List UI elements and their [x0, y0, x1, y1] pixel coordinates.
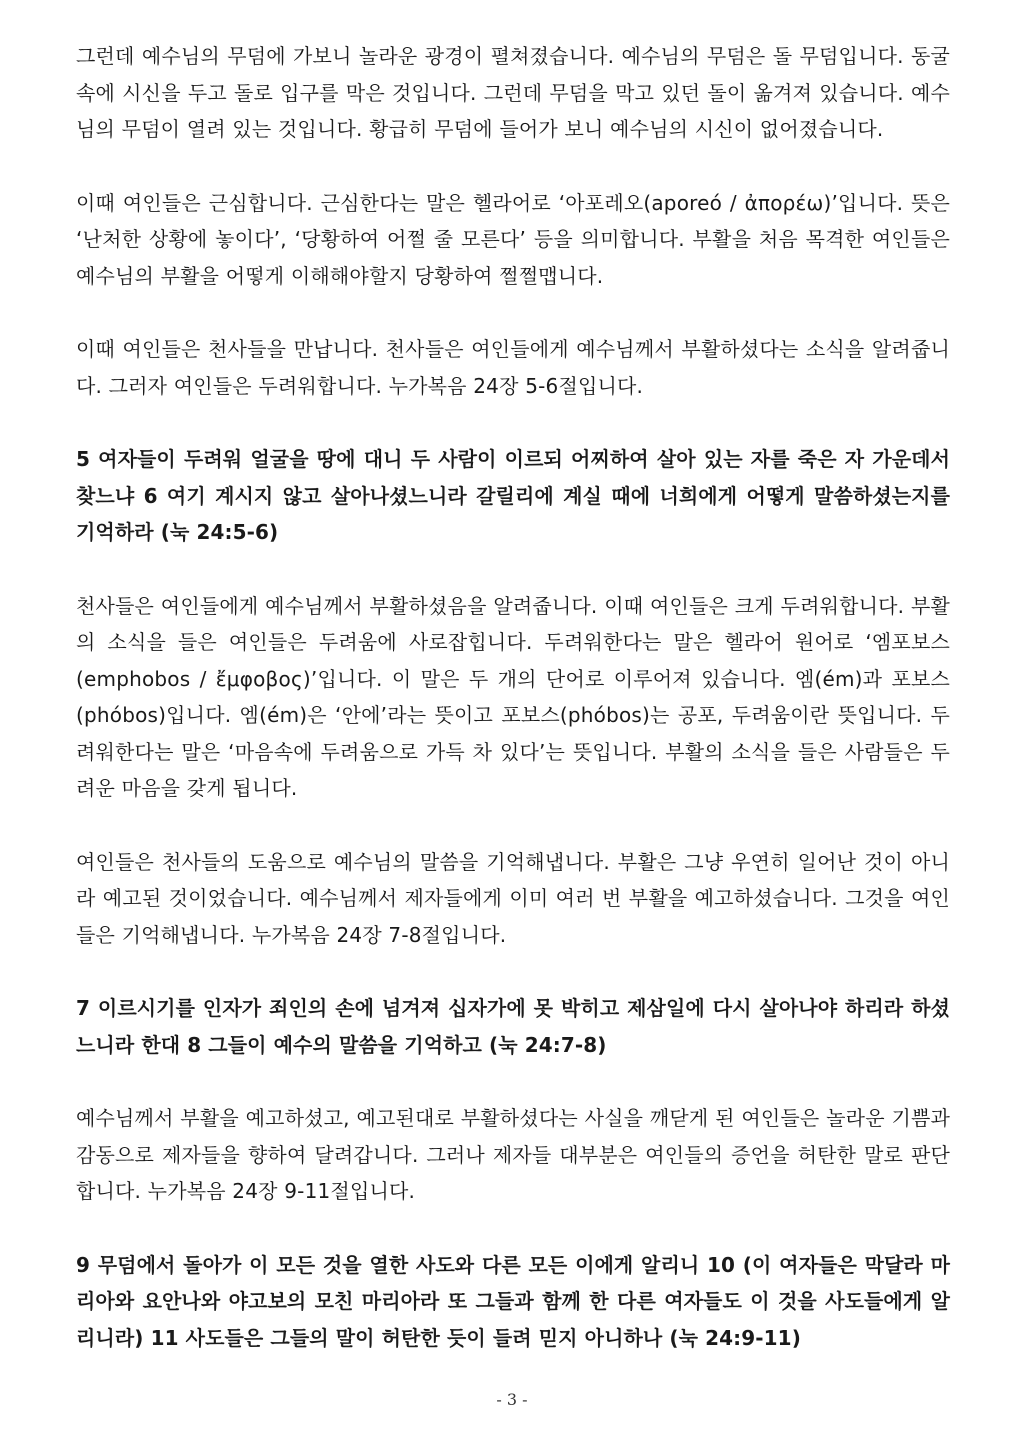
- paragraph-women-perplexed: 이때 여인들은 근심합니다. 근심한다는 말은 헬라어로 ‘아포레오(aporeó / ἀπορέω)’입니다. 뜻은 ‘난처한 상황에 놓이다’, ‘당황하여 어쩔 줄 모른다’ 등을 의미합니다. 부활을 처음 목격한 여인들은 예수님의 부활을 어떻게 이해해야할지 당황하여 쩔쩔맵니다.: [76, 190, 950, 288]
- page-number: - 3 -: [496, 1390, 528, 1409]
- paragraph-disciples-doubt: 예수님께서 부활을 예고하셨고, 예고된대로 부활하셨다는 사실을 깨닫게 된 여인들은 놀라운 기쁨과 감동으로 제자들을 향하여 달려갑니다. 그러나 제자들 대부분은 여인들의 증언을 허탄한 말로 판단합니다. 누가복음 24장 9-11절입니다.: [76, 1106, 950, 1203]
- scripture-quote-luke-24-5-6: 5 여자들이 두려워 얼굴을 땅에 대니 두 사람이 이르되 어찌하여 살아 있는 자를 죽은 자 가운데서 찾느냐 6 여기 계시지 않고 살아나셨느니라 갈릴리에 계실 때에 너희에게 어떻게 말씀하셨는지를 기억하라 (눅 24:5-6): [76, 447, 950, 544]
- scripture-quote-luke-24-9-11: 9 무덤에서 돌아가 이 모든 것을 열한 사도와 다른 모든 이에게 알리니 10 (이 여자들은 막달라 마리아와 요안나와 야고보의 모친 마리아라 또 그들과 함께 한 다른 여자들도 이 것을 사도들에게 알리니라) 11 사도들은 그들의 말이 허탄한 듯이 들려 믿지 아니하나 (눅 24:9-11): [76, 1252, 950, 1350]
- paragraph-women-afraid: 천사들은 여인들에게 예수님께서 부활하셨음을 알려줍니다. 이때 여인들은 크게 두려워합니다. 부활의 소식을 들은 여인들은 두려움에 사로잡힙니다. 두려워한다는 말은 헬라어 원어로 ‘엠포보스(emphobos / ἔμφοβος)’입니다. 이 말은 두 개의 단어로 이루어져 있습니다. 엠(ém)과 포보스(phóbos)입니다. 엠(ém)은 ‘안에’라는 뜻이고 포보스(phóbos)는 공포, 두려움이란 뜻입니다. 두려워한다는 말은 ‘마음속에 두려움으로 가득 차 있다’는 뜻입니다. 부활의 소식을 들은 사람들은 두려운 마음을 갖게 됩니다.: [76, 593, 950, 800]
- document-page: [76, 38, 950, 1393]
- paragraph-women-remember: 여인들은 천사들의 도움으로 예수님의 말씀을 기억해냅니다. 부활은 그냥 우연히 일어난 것이 아니라 예고된 것이었습니다. 예수님께서 제자들에게 이미 여러 번 부활을 예고하셨습니다. 그것을 여인들은 기억해냅니다. 누가복음 24장 7-8절입니다.: [76, 849, 950, 947]
- paragraph-angels-announce: 이때 여인들은 천사들을 만납니다. 천사들은 여인들에게 예수님께서 부활하셨다는 소식을 알려줍니다. 그러자 여인들은 두려워합니다. 누가복음 24장 5-6절입니다.: [76, 337, 950, 398]
- paragraph-empty-tomb: 그런데 예수님의 무덤에 가보니 놀라운 광경이 펼쳐졌습니다. 예수님의 무덤은 돌 무덤입니다. 동굴 속에 시신을 두고 돌로 입구를 막은 것입니다. 그런데 무덤을 막고 있던 돌이 옮겨져 있습니다. 예수님의 무덤이 열려 있는 것입니다. 황급히 무덤에 들어가 보니 예수님의 시신이 없어졌습니다.: [76, 44, 950, 141]
- scripture-quote-luke-24-7-8: 7 이르시기를 인자가 죄인의 손에 넘겨져 십자가에 못 박히고 제삼일에 다시 살아나야 하리라 하셨느니라 한대 8 그들이 예수의 말씀을 기억하고 (눅 24:7-8): [76, 996, 950, 1057]
